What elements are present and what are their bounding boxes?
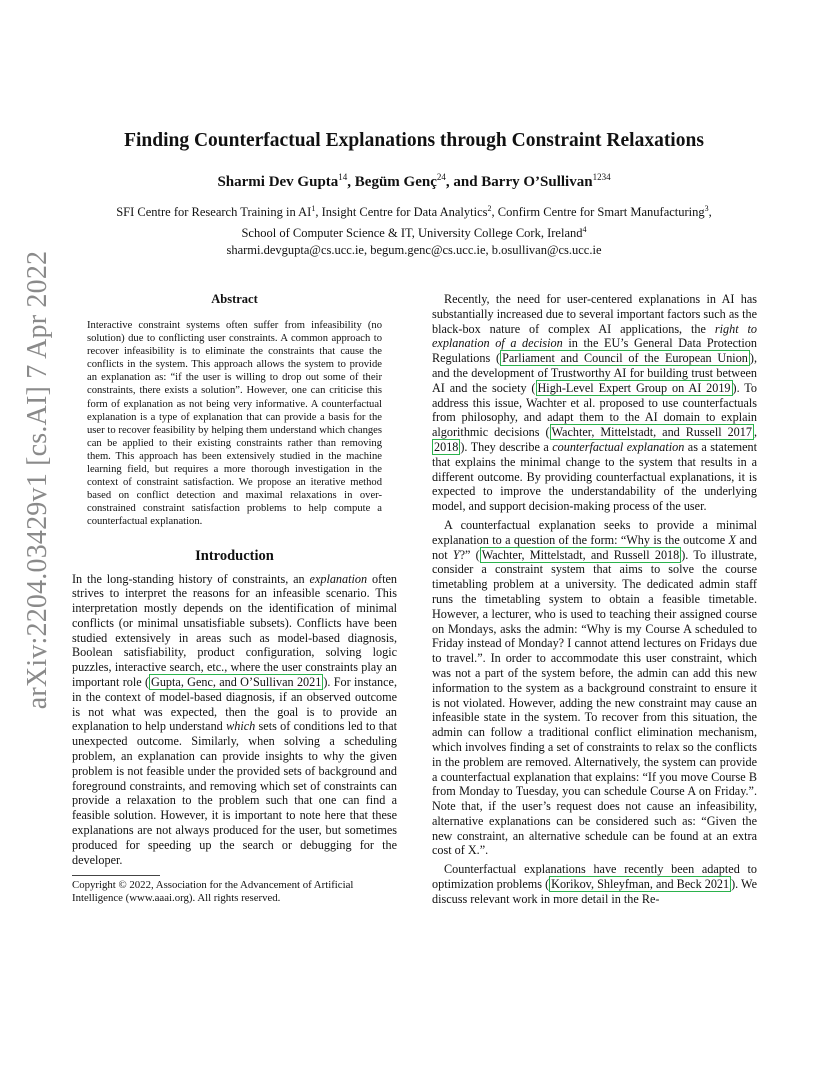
author-affil-sup: 1234: [592, 172, 611, 182]
author-emails: sharmi.devgupta@cs.ucc.ie, begum.genc@cs.ucc.ie, b.osullivan@cs.ucc.ie: [226, 243, 602, 258]
citation-link[interactable]: Gupta, Genc, and O’Sullivan 2021: [151, 675, 322, 690]
author-affil-sup: 24: [436, 172, 446, 182]
author-list: Sharmi Dev Gupta$^{14}$, Begüm Genç$^{24}$, and Barry O’Sullivan$^{1234}$: [217, 172, 611, 190]
footnote-rule: [72, 875, 160, 876]
citation-link[interactable]: Parliament and Council of the European Union: [502, 351, 748, 366]
abstract-text: Interactive constraint systems often suffer from infeasibility (no solution) due to conflicting user constraints. A common approach to recover infeasibility is to eliminate the constraints that cause the conflicts in the system. This approach allows the system to provide an explanation as: “if the user is willing to drop out some of their constraints, there exists a solution”. However, one can criticise this form of explanation as not being very informative. A counterfactual explanation is a type of explanation that can provide a basis for the user to recover feasibility by helping them understand which changes can be applied to their existing constraints rather than removing them. This approach has been extensively studied in the machine learning field, but requires a more thorough investigation in the context of constraint satisfaction. We propose an iterative method based on conflict detection and maximal relaxations in over-constrained constraint satisfaction problems to help compute a counterfactual explanation.: [87, 320, 382, 528]
affiliation-line-1: SFI Centre for Research Training in $AI^1$, Insight Centre for Data Analytics$^2$, Confirm Centre for Smart Manufacturing$^3$,: [116, 204, 712, 220]
citation-link[interactable]: Wachter, Mittelstadt, and Russell 2018: [481, 547, 680, 562]
citation-link[interactable]: 2018: [434, 439, 459, 454]
paper-title: Finding Counterfactual Explanations through Constraint Relaxations: [124, 130, 704, 151]
arxiv-identifier: [18, 250, 58, 710]
citation-link[interactable]: Wachter, Mittelstadt, and Russell 2017: [551, 425, 752, 440]
body-paragraph: A counterfactual explanation seeks to provide a minimal explanation to a question of the form: “Why is the outcome X and not Y?” ( Wachter, Mittelstadt, and Russell 2018 ). To illustrate, consider a constraint system that aims to solve the course timetabling problem at a university. The dedicated admin staff runs the timetabling system to obtain a feasible timetable. However, a lecturer, who is used to teaching their assigned course on Mondays, asks the admin: “Why is my Course A scheduled to Friday instead of Monday? I cannot attend lectures on Fridays due to travel.”. In order to accommodate this user constraint, which was not a part of the system before, the admin can add this new information to the system as a background constraint to ensure it is not violated. However, adding the new constraint may cause an infeasible state in the system. To recover from this situation, the admin can follow a traditional conflict elimination mechanism, which involves finding a set of constraints to relax so the conflicts in the problem are removed. Alternatively, the system can provide a counterfactual explanation that explains: “If you move Course B from Monday to Tuesday, you can schedule Course A on Friday.”. Note that, if the user’s request does not cause an infeasibility, alternative explanations can be considered such as: “Given the new constraint, an alternative schedule can be found at an extra cost of X.”.: [432, 517, 757, 858]
abstract-heading: Abstract: [211, 292, 258, 306]
intro-paragraph: In the long-standing history of constraints, an explanation often strives to interpret the reasons for an infeasible scenario. This interpretation mostly depends on the identification of minimal conflicts (or minimal unsatisfiable subsets). Conflicts have been studied extensively in areas such as model-based diagnosis, Boolean satisfiability, product configuration, solving logic puzzles, interactive search, etc., where the user constraints play an important role ( Gupta, Genc, and O’Sullivan 2021 ). For instance, in the context of model-based diagnosis, if an observed outcome is not what was expected, then the goal is to provide an explanation to help understand which sets of conditions led to that unexpected outcome. Similarly, when solving a scheduling problem, an explanation can provide insights to why the given problem is not feasible under the provided sets of background and foreground constraints, and removing which set of constraints can provide a relaxation to the problem such that one can find a feasible solution. However, it is important to note here that these explanations are not always produced for the user, but sometimes produced for speeding up the search or debugging for the developer.: [72, 571, 398, 867]
citation-link[interactable]: High-Level Expert Group on AI 2019: [537, 380, 731, 395]
author-affil-sup: 14: [338, 172, 348, 182]
affiliations: [0, 200, 828, 259]
body-paragraph: Recently, the need for user-centered explanations in AI has substantially increased due to several important factors such as the black-box nature of complex AI applications, the right to explanation of a decision in the EU’s General Data Protection Regulations ( Parliament and Council of the European Union ), and the development of Trustworthy AI for building trust between AI and the society ( High-Level Expert Group on AI 2019 ). To address this issue, Wachter et al. proposed to use counterfactuals from philosophy, and adapt them to the AI domain to explain algorithmic decisions ( Wachter, Mittelstadt, and Russell 2017 , 2018 ). They describe a counterfactual explanation as a statement that explains the minimal change to the system that results in a different outcome. By providing counterfactual explanations, it is expected to improve the understandability of the underlying model, and support decision-making process of the user.: [432, 292, 757, 514]
affiliation-line-2: School of Computer Science & IT, University College Cork, Ireland$^4$: [241, 225, 587, 241]
body-paragraph: Counterfactual explanations have recently been adapted to optimization problems ( Korikov, Shleyfman, and Beck 2021 ). We discuss relevant work in more detail in the Re-: [432, 862, 757, 906]
left-column: [72, 292, 397, 905]
author-name: Sharmi Dev Gupta: [217, 174, 339, 190]
citation-link[interactable]: Korikov, Shleyfman, and Beck 2021: [551, 877, 730, 892]
author-name: Barry O’Sullivan: [481, 174, 593, 190]
author-name: Begüm Genç: [354, 174, 437, 190]
right-column: [432, 292, 757, 907]
arxiv-identifier-text: arXiv:2204.03429v1 [cs.AI] 7 Apr 2022: [22, 250, 53, 710]
copyright-footnote: Copyright © 2022, Association for the Advancement of Artificial Intelligence (www.aaai.org). All rights reserved.: [72, 879, 354, 905]
introduction-heading: Introduction: [195, 547, 274, 564]
